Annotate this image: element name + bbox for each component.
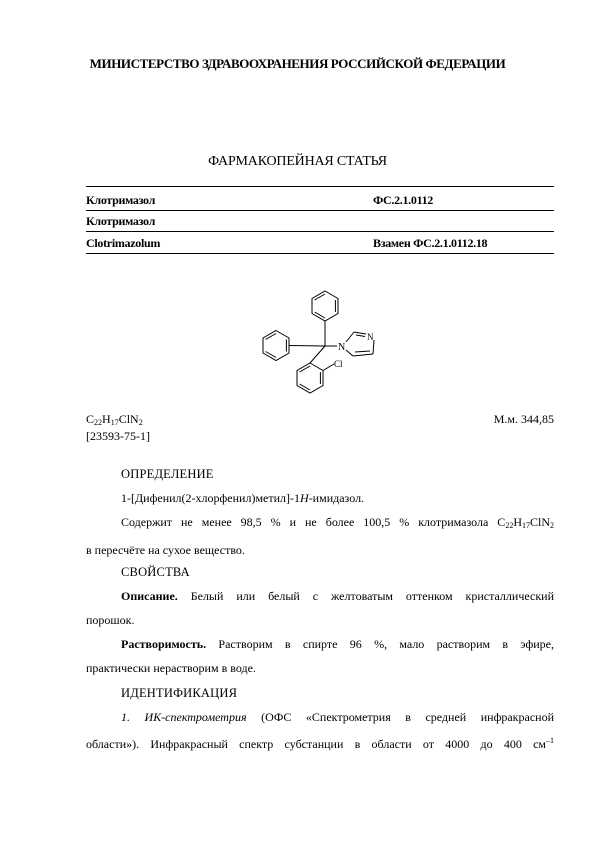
molecular-formula-row	[86, 412, 554, 427]
description-line-1: Описание. Белый или белый с желтоватым оттенком кристаллический	[121, 589, 554, 603]
solubility-line-2: практически нерастворим в воде.	[86, 661, 256, 675]
molecular-mass: М.м. 344,85	[493, 412, 554, 426]
chlorine-label: Cl	[334, 359, 343, 369]
ir-line-1: 1. ИК-спектрометрия (ОФС «Спектрометрия в средней инфракрасной	[121, 710, 555, 724]
cas-number: [23593-75-1]	[86, 429, 150, 443]
header-row-1	[86, 193, 554, 208]
chemical-name: 1-[Дифенил(2-хлорфенил)метил]-1H-имидазол.	[121, 491, 365, 505]
article-name-latin: Clotrimazolum	[86, 236, 161, 250]
imidazole-n1-label: N	[338, 342, 346, 353]
phenyl-top-ring	[312, 291, 338, 321]
solubility-line-1: Растворимость. Растворим в спирте 96 %, мало растворим в эфире,	[121, 637, 554, 651]
article-name-ru-2: Клотримазол	[86, 214, 156, 228]
molecular-formula: $C_{22}H_{17}ClN_2$	[86, 412, 143, 427]
content-line-2: в пересчёте на сухое вещество.	[86, 543, 245, 557]
header-row-3	[86, 236, 554, 251]
chlorophenyl-ring	[297, 363, 323, 393]
header-rule-1	[86, 210, 554, 211]
section-properties-heading: СВОЙСТВА	[121, 565, 190, 579]
phenyl-left-ring	[263, 331, 289, 361]
header-rule-top	[86, 186, 554, 187]
properties-block	[86, 584, 554, 680]
article-replaces: Взамен ФС.2.1.0112.18	[373, 236, 488, 250]
header-rule-2	[86, 231, 554, 232]
identification-block	[86, 705, 554, 756]
description-line-2: порошок.	[86, 613, 135, 627]
section-definition-heading: ОПРЕДЕЛЕНИЕ	[121, 467, 214, 481]
imidazole-n3-label: N	[367, 332, 374, 342]
ministry-header: МИНИСТЕРСТВО ЗДРАВООХРАНЕНИЯ РОССИЙСКОЙ ФЕДЕРАЦИИ	[89, 56, 506, 71]
header-rule-bottom	[86, 253, 554, 254]
header-row-2	[86, 214, 554, 229]
structural-formula	[250, 278, 380, 413]
section-identification-heading: ИДЕНТИФИКАЦИЯ	[121, 686, 238, 700]
content-line-1: Содержит не менее 98,5 % и не более 100,5 % клотримазола $C_{22}H_{17}ClN_2$	[121, 515, 554, 530]
article-code: ФС.2.1.0112	[373, 193, 434, 207]
ir-line-2: области»). Инфракрасный спектр субстанции в области от 4000 до 400 $см^{-1}$	[86, 736, 554, 751]
article-name-ru: Клотримазол	[86, 193, 156, 207]
document-type-title: ФАРМАКОПЕЙНАЯ СТАТЬЯ	[208, 154, 387, 169]
definition-block	[86, 486, 554, 562]
